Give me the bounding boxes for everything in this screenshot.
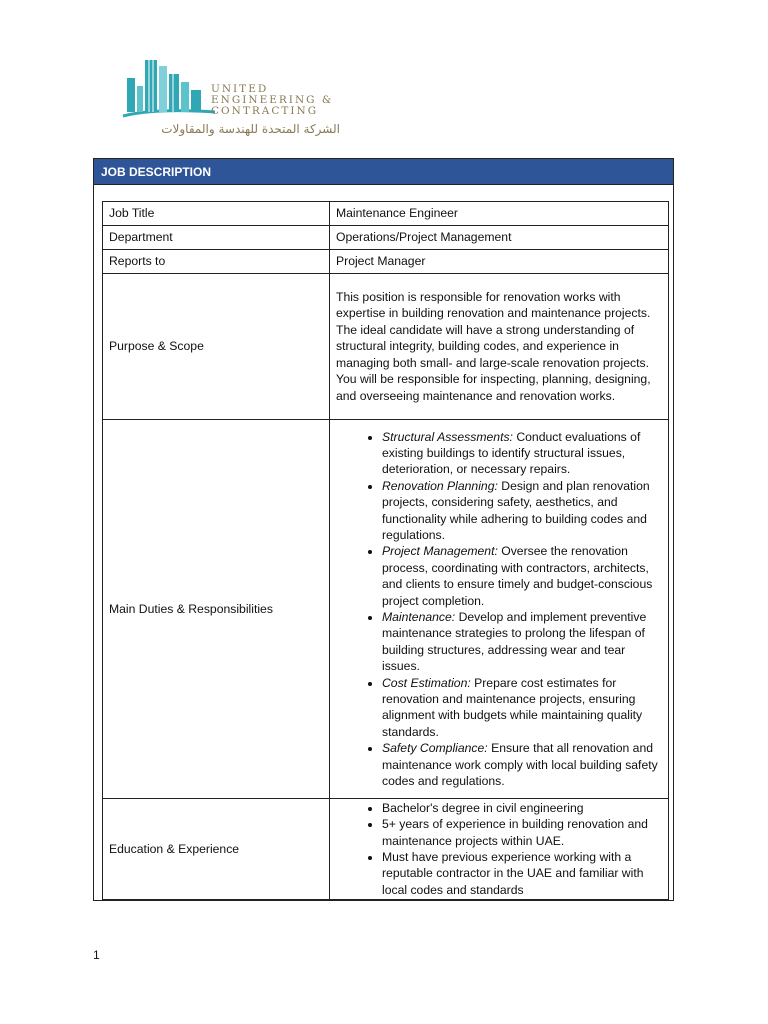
list-item: • Cost Estimation: Prepare cost estimates for renovation and maintenance projects, ensuring alignment with budgets while maintaining quality standards.	[382, 675, 662, 741]
department-label: Department	[103, 226, 330, 250]
page-number: 1	[93, 948, 100, 962]
table-row	[103, 202, 669, 226]
purpose-label: Purpose & Scope	[103, 274, 330, 420]
list-item: • Structural Assessments: Conduct evaluations of existing buildings to identify structural issues, deterioration, or necessary repairs.	[382, 429, 662, 478]
job-title-value: Maintenance Engineer	[330, 202, 669, 226]
list-item: • Project Management: Oversee the renovation process, coordinating with contractors, architects, and clients to ensure timely and budget-conscious project completion.	[382, 543, 662, 609]
education-list	[336, 800, 662, 898]
table-row	[103, 250, 669, 274]
department-value: Operations/Project Management	[330, 226, 669, 250]
job-description-table	[102, 201, 669, 900]
table-row	[103, 226, 669, 250]
table-row	[103, 420, 669, 799]
job-title-label: Job Title	[103, 202, 330, 226]
list-item: • Maintenance: Develop and implement preventive maintenance strategies to prolong the lifespan of building structures, addressing wear and tear issues.	[382, 609, 662, 675]
section-header: JOB DESCRIPTION	[94, 159, 673, 185]
duties-label: Main Duties & Responsibilities	[103, 420, 330, 799]
list-item: • Safety Compliance: Ensure that all renovation and maintenance work comply with local building safety codes and regulations.	[382, 740, 662, 789]
list-item: • Must have previous experience working with a reputable contractor in the UAE and familiar with local codes and standards	[382, 849, 662, 898]
duties-value	[330, 420, 669, 799]
purpose-value: This position is responsible for renovation works with expertise in building renovation and maintenance projects. The ideal candidate will have a strong understanding of structural integrity, building codes, and experience in managing both small- and large-scale renovation projects. You will be responsible for inspecting, planning, designing, and overseeing maintenance and renovation works.	[330, 274, 669, 420]
education-value	[330, 799, 669, 900]
list-item: • 5+ years of experience in building renovation and maintenance projects within UAE.	[382, 816, 662, 849]
company-name-english: UNITED ENGINEERING & CONTRACTING	[211, 83, 334, 117]
uec-logo-icon	[115, 56, 215, 122]
company-name-arabic: الشركة المتحدة للهندسة والمقاولات	[161, 122, 340, 136]
table-row	[103, 799, 669, 900]
company-logo	[115, 56, 345, 140]
reports-to-value: Project Manager	[330, 250, 669, 274]
job-description-frame	[93, 158, 674, 901]
duties-list	[336, 429, 662, 790]
list-item: • Renovation Planning: Design and plan renovation projects, considering safety, aesthetics, and functionality while adhering to building codes and regulations.	[382, 478, 662, 544]
reports-to-label: Reports to	[103, 250, 330, 274]
list-item: • Bachelor's degree in civil engineering	[382, 800, 662, 816]
education-label: Education & Experience	[103, 799, 330, 900]
table-row	[103, 274, 669, 420]
